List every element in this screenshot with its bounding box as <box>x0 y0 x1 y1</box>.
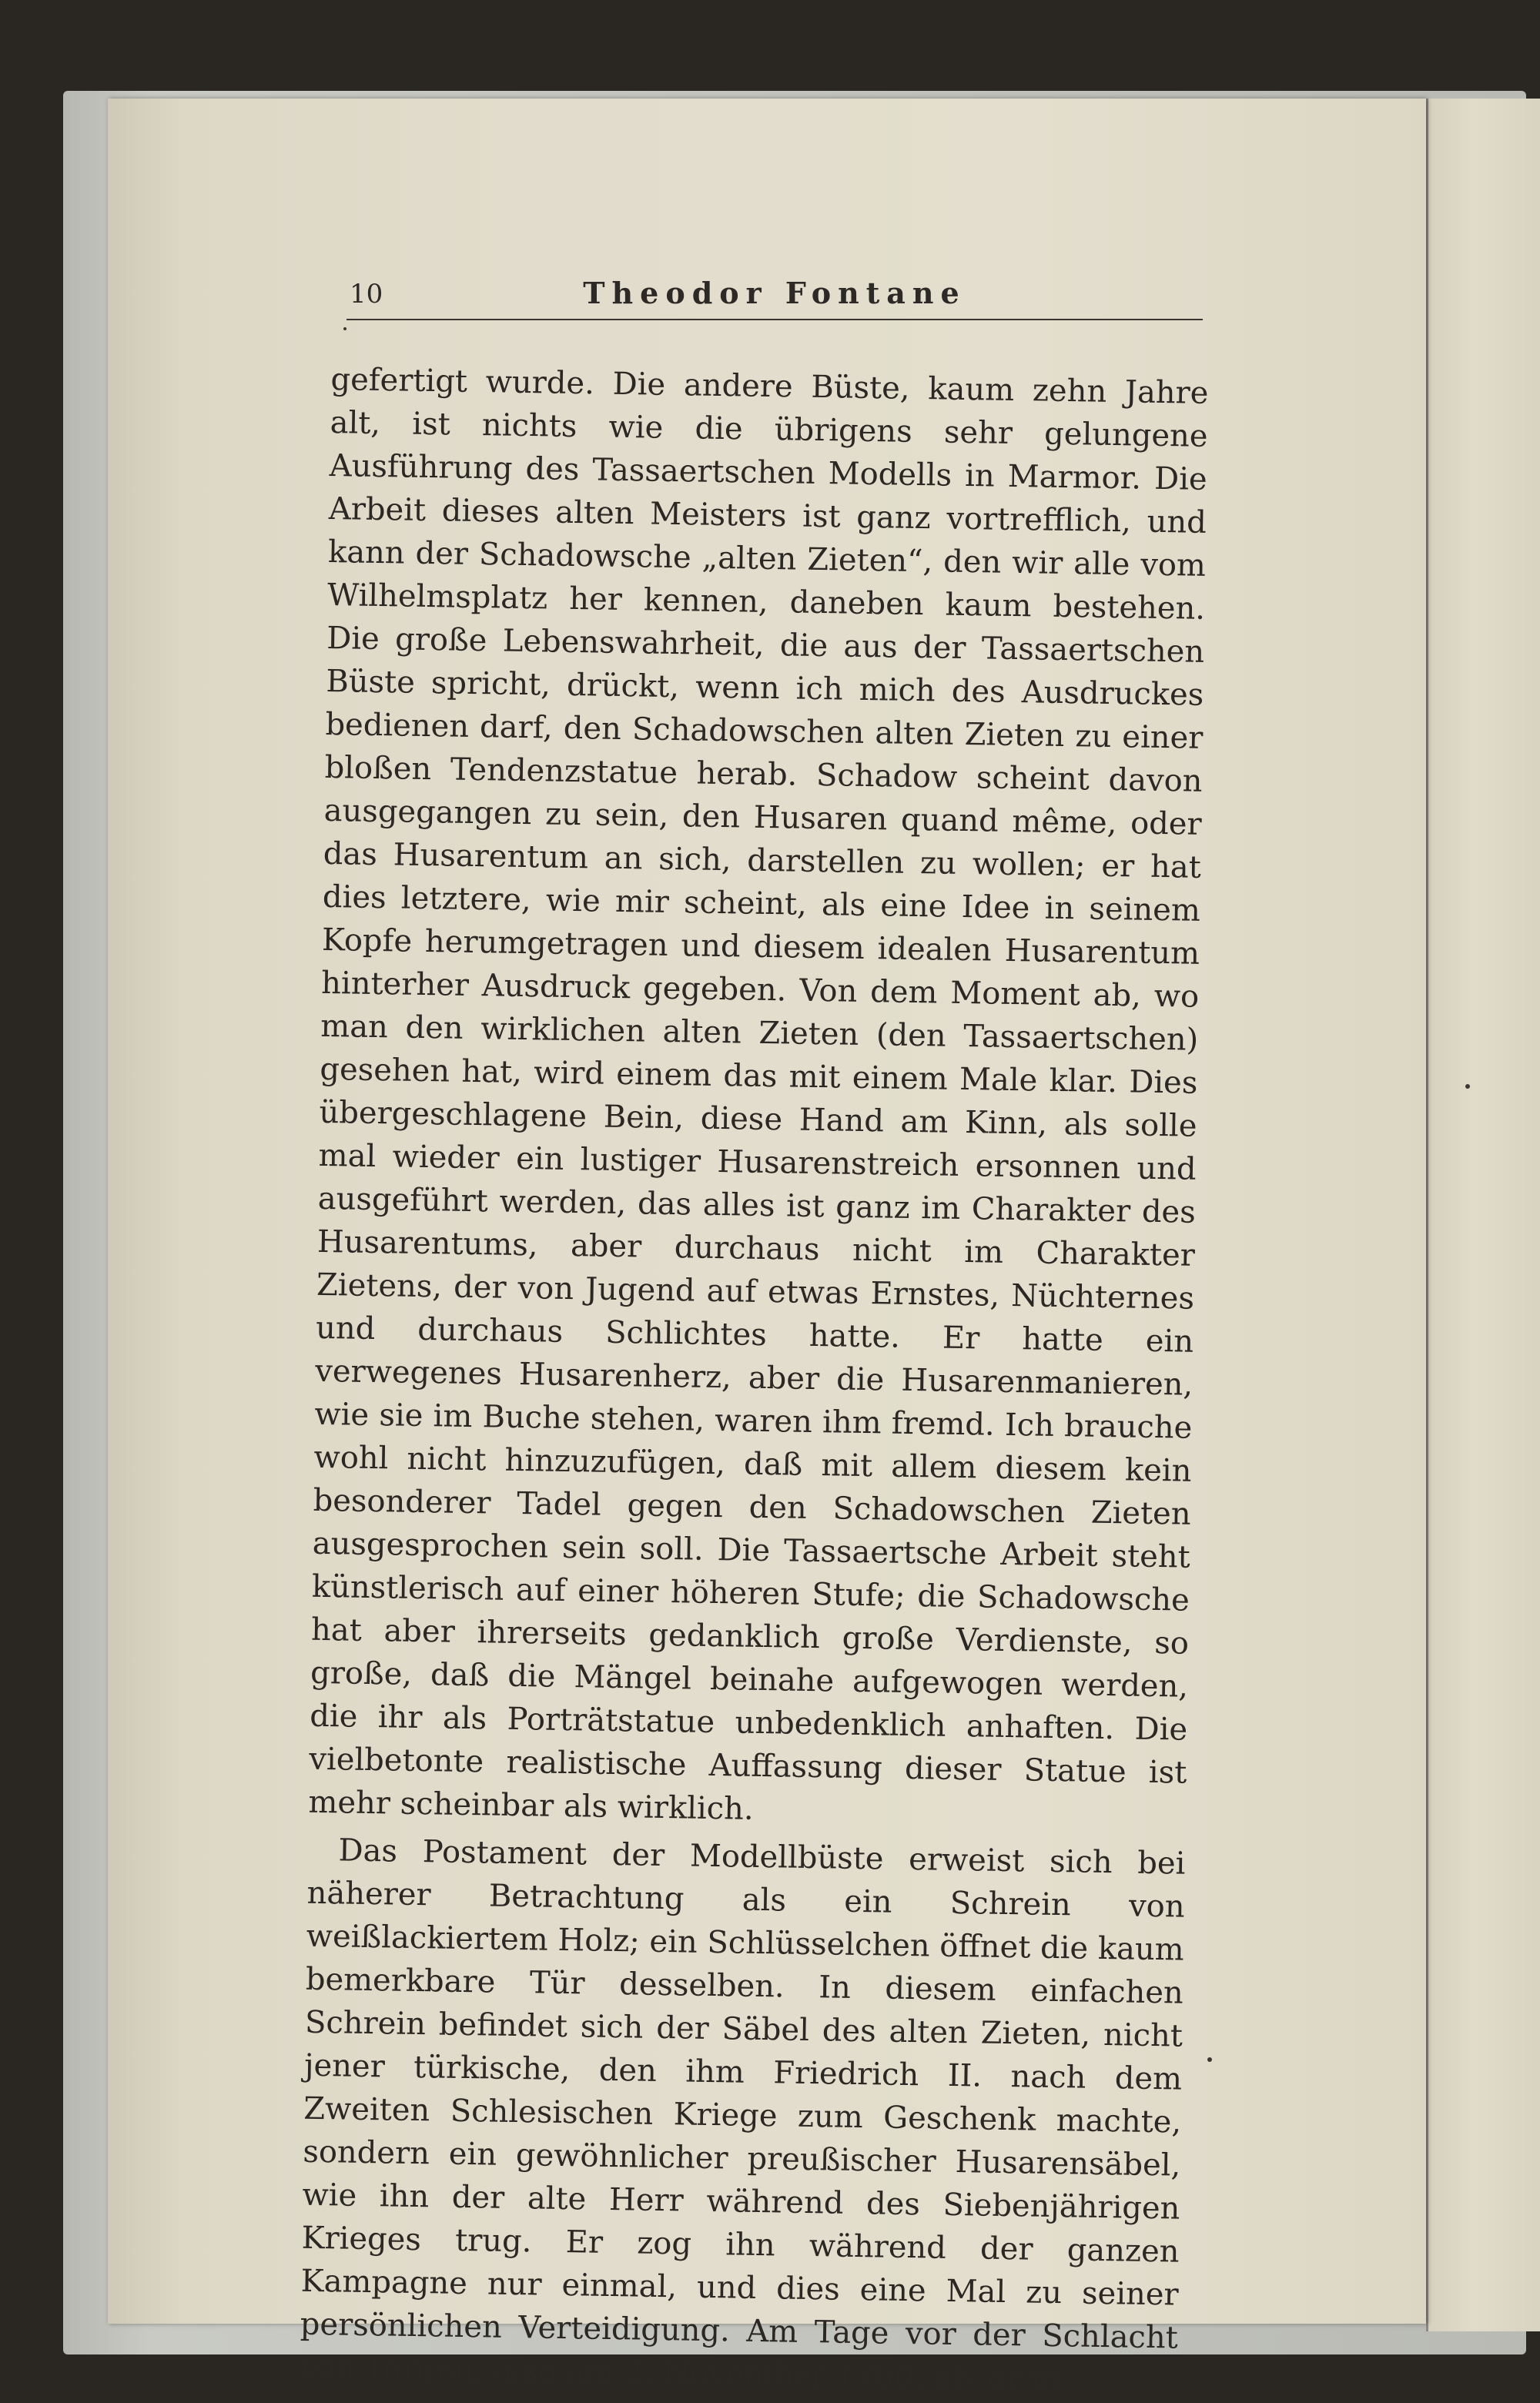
ink-speck <box>343 327 346 330</box>
paragraph-2: Das Postament der Modellbüste erweist sich bei näherer Betrachtung als ein Schrein von weißlackiertem Holz; ein Schlüsselchen öffnet die kaum bemerkbare Tür desselben. In diesem einfachen Schrein befindet sich der Säbel des alten Zieten, nicht jener türkische, den ihm Friedrich II. nach dem Zweiten Schlesischen Kriege zum Geschenk machte, sondern ein gewöhnlicher preußischer Husarensäbel, wie ihn der alte Herr während des Siebenjährigen Krieges trug. Er zog ihn während der ganzen Kampagne nur einmal, und dies eine Mal zu seiner persönlichen Verteidigung. Am Tage vor der Schlacht von Torgau, also am 2. November 1760, als er in <box>299 1832 1186 2398</box>
ink-speck <box>1207 2057 1212 2062</box>
adjacent-page-edge <box>1426 99 1540 2331</box>
ink-speck <box>1465 1084 1470 1089</box>
page-number: 10 <box>350 279 383 310</box>
running-title: Theodor Fontane <box>583 276 966 310</box>
body-text <box>300 358 1209 2403</box>
page-header <box>346 276 1203 320</box>
paragraph-1: gefertigt wurde. Die andere Büste, kaum zehn Jahre alt, ist nichts wie die übrigens sehr gelungene Ausführung des Tassaertschen Modells in Marmor. Die Arbeit dieses alten Meisters ist ganz vortrefflich, und kann der Schadowsche „alten Zieten“, den wir alle vom Wilhelmsplatz her kennen, daneben kaum bestehen. Die große Lebenswahrheit, die aus der Tassaertschen Büste spricht, drückt, wenn ich mich des Ausdruckes bedienen darf, den Schadowschen alten Zieten zu einer bloßen Tendenzstatue herab. Schadow scheint davon ausgegangen zu sein, den Husaren quand même, oder das Husarentum an sich, darstellen zu wollen; er hat dies letztere, wie mir scheint, als eine Idee in seinem Kopfe herumgetragen und diesem idealen Husarentum hinterher Ausdruck gegeben. Von dem Moment ab, wo man den wirklichen alten Zieten (den Tassaertschen) gesehen hat, wird einem das mit einem Male klar. Dies übergeschlagene Bein, diese Hand am Kinn, als solle mal wieder ein lustiger Husarenstreich ersonnen und ausgeführt werden, das alles ist ganz im Charakter des Husarentums, aber durchaus nicht im Charakter Zietens, der von Jugend auf etwas Ernstes, Nüchternes und durchaus Schlichtes hatte. Er hatte ein verwegenes Husarenherz, aber die Husarenmanieren, wie sie im Buche stehen, waren ihm fremd. Ich brauche wohl nicht hinzuzufügen, daß mit allem diesem kein besonderer Tadel gegen den Schadowschen Zieten ausgesprochen sein soll. Die Tassaertsche Arbeit steht künstlerisch auf einer höheren Stufe; die Schadowsche hat aber ihrerseits gedanklich große Verdienste, so große, daß die Mängel beinahe aufgewogen werden, die ihr als Porträtstatue unbedenklich anhaften. Die vielbetonte realistische Auffassung dieser Statue ist mehr scheinbar als wirklich. <box>308 361 1209 1827</box>
